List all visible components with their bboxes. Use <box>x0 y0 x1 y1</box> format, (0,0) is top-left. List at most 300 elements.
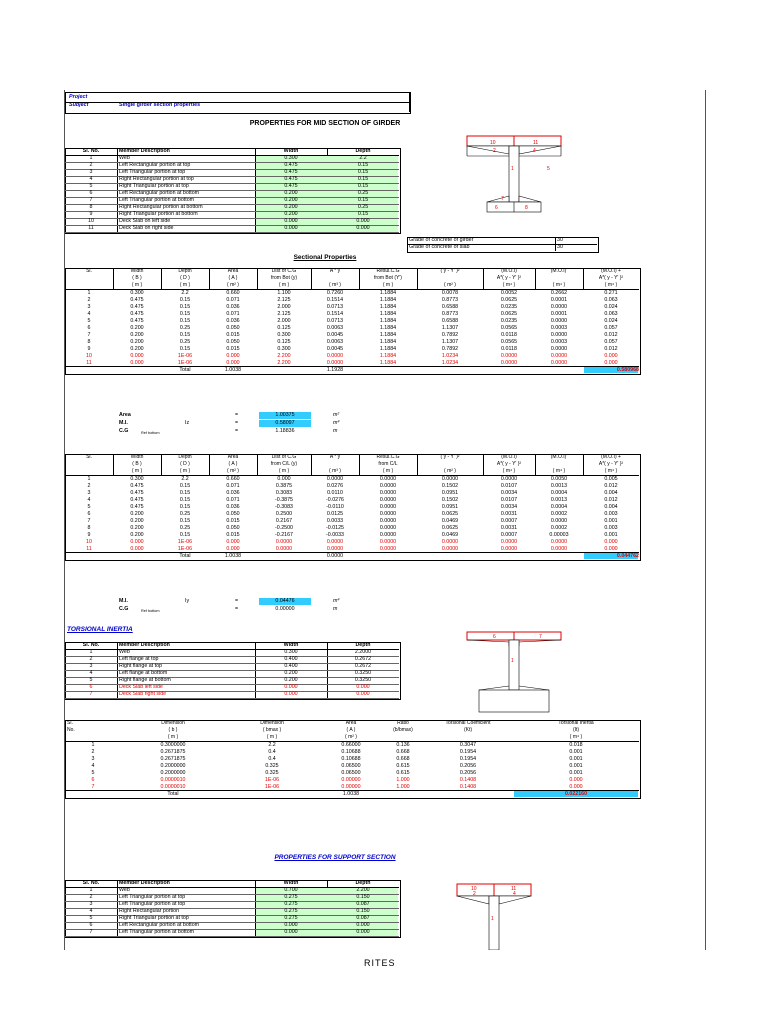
table-cell: 0.200 <box>130 339 144 345</box>
table-cell: 0.0125 <box>326 511 344 517</box>
column-header: Depth <box>178 454 192 460</box>
table-cell: 1.1884 <box>379 318 397 324</box>
table-cell: 0.0000 <box>326 539 344 545</box>
table-cell: 4 <box>87 311 91 317</box>
diagram-label-1: 1 <box>491 916 494 922</box>
table-cell: 0.0031 <box>500 511 518 517</box>
table-cell: 0.0045 <box>326 332 344 338</box>
table-cell: 0.000 <box>226 539 240 545</box>
table-cell: 1.100 <box>277 290 291 296</box>
column-header: ( m⁴ ) <box>502 468 516 474</box>
table-cell: 0.15 <box>179 518 191 524</box>
table-cell: 0.300 <box>284 155 298 161</box>
table-cell: 2.2 <box>181 290 189 296</box>
table-cell: Left Triangular portion at bottom <box>119 929 195 935</box>
table-cell: 0.2671875 <box>160 756 186 762</box>
table-cell: 0.7892 <box>441 346 459 352</box>
table-cell: 2 <box>89 162 93 168</box>
table-cell: 0.0625 <box>441 525 459 531</box>
table-cell: 0.0000 <box>379 539 397 545</box>
diagram-label-4: 4 <box>533 148 536 154</box>
table-cell: 0.0713 <box>326 304 344 310</box>
diagram-label-2: 2 <box>473 891 476 897</box>
grade-slab-label: Grade of concrete of slab <box>409 244 470 250</box>
table-cell: 0.0107 <box>500 483 518 489</box>
table-cell: 11 <box>86 546 92 552</box>
column-header: Torsional Inertia <box>558 720 594 726</box>
table-cell: 1.1884 <box>379 311 397 317</box>
table-cell: 0.0951 <box>441 504 459 510</box>
table-cell: 0.275 <box>284 908 298 914</box>
table-cell: 0.0000 <box>379 532 397 538</box>
table-cell: Right Triangular portion at top <box>119 183 189 189</box>
total-ay: 0.0000 <box>326 553 344 559</box>
column-header: ( m⁴ ) <box>552 282 566 288</box>
table-cell: 0.15 <box>179 346 191 352</box>
table-cell: 1.0234 <box>441 353 459 359</box>
table-cell: 0.015 <box>226 332 240 338</box>
table-cell: 0.15 <box>357 211 369 217</box>
table-cell: 0.001 <box>569 770 583 776</box>
diagram-label-4: 4 <box>513 891 516 897</box>
table-cell: 0.200 <box>130 511 144 517</box>
column-header: Resul.C.G <box>376 268 400 274</box>
table-cell: 0.000 <box>130 353 144 359</box>
column-header: ( y - Y' )² <box>440 268 460 274</box>
table-cell: 0.2672 <box>354 663 372 669</box>
table-cell: Deck Slab right side <box>119 691 167 697</box>
column-header: A*( y - Y' )² <box>598 275 624 281</box>
table-cell: 0.036 <box>226 318 240 324</box>
subject-label: Subject <box>69 102 89 108</box>
table-cell: 0.150 <box>356 894 370 900</box>
equals-sign: = <box>235 420 239 426</box>
table-cell: 0.0625 <box>441 511 459 517</box>
table-cell: 0.0034 <box>500 490 518 496</box>
table-cell: 8 <box>87 525 91 531</box>
table-cell: 0.06500 <box>341 770 361 776</box>
divider <box>65 698 399 699</box>
table-cell: 0.1408 <box>459 777 477 783</box>
table-cell: 1.1884 <box>379 325 397 331</box>
moment-inertia-label: M.I. <box>119 420 128 426</box>
table-cell: 5 <box>91 770 95 776</box>
table-cell: 0.475 <box>130 311 144 317</box>
table-cell: 0.000 <box>277 476 291 482</box>
column-header: Depth <box>355 148 371 154</box>
table-cell: 0.0004 <box>550 490 568 496</box>
table-cell: 0.2500 <box>275 511 293 517</box>
table-cell: 7 <box>87 332 91 338</box>
table-cell: 0.0000 <box>500 539 518 545</box>
moment-inertia-symbol: Iy <box>185 598 190 604</box>
table-cell: 0.3083 <box>275 490 293 496</box>
table-cell: 0.7892 <box>441 332 459 338</box>
table-cell: Deck Slab on right side <box>119 225 174 231</box>
torsional-inertia-title: TORSIONAL INERTIA <box>67 626 133 633</box>
torsional-members-table <box>65 642 372 706</box>
support-section-title: PROPERTIES FOR SUPPORT SECTION <box>274 854 396 861</box>
footer-text: RITES <box>364 958 396 968</box>
table-cell: 0.4 <box>268 749 276 755</box>
column-header: (It) <box>572 727 580 733</box>
table-cell: 5 <box>89 915 93 921</box>
table-cell: 11 <box>88 225 94 231</box>
table-cell: 0.0000 <box>550 518 568 524</box>
column-header: Sl. No. <box>82 880 100 886</box>
table-cell: 11 <box>86 360 92 366</box>
table-cell: 0.050 <box>226 325 240 331</box>
column-header: from C/L <box>378 461 398 467</box>
table-cell: 4 <box>89 670 93 676</box>
table-cell: 2.125 <box>277 311 291 317</box>
moment-inertia-symbol: Iz <box>185 420 190 426</box>
table-cell: 0.000 <box>284 691 298 697</box>
table-cell: 0.475 <box>130 304 144 310</box>
column-header: (Kt) <box>463 727 473 733</box>
table-cell: Left Triangular portion at bottom <box>119 197 195 203</box>
sectional-properties-title: Sectional Properties <box>293 254 357 261</box>
column-header: Dist of C.G <box>271 268 297 274</box>
table-cell: 0.057 <box>604 339 618 345</box>
table-cell: 0.615 <box>396 763 410 769</box>
column-header: ( m⁴ ) <box>604 468 618 474</box>
column-header: ( m ) <box>382 468 394 474</box>
table-cell: 0.25 <box>179 525 191 531</box>
table-cell: 0.005 <box>604 476 618 482</box>
table-cell: 0.0001 <box>550 297 568 303</box>
table-cell: 0.15 <box>357 162 369 168</box>
table-cell: 7 <box>89 197 93 203</box>
table-cell: 3 <box>89 663 93 669</box>
table-cell: 0.0000 <box>441 539 459 545</box>
table-cell: 0.325 <box>265 770 279 776</box>
header-box <box>65 92 411 114</box>
column-header: Resul.C.G <box>376 454 400 460</box>
table-cell: 0.024 <box>604 304 618 310</box>
table-cell: Right flange at bottom <box>119 677 171 683</box>
table-cell: 0.000 <box>356 225 370 231</box>
table-cell: 1E-06 <box>177 546 193 552</box>
table-cell: 0.0003 <box>550 339 568 345</box>
table-cell: Left Rectangular portion at top <box>119 162 191 168</box>
diagram-label-7: 7 <box>501 196 504 202</box>
column-header: ( m³ ) <box>329 468 341 474</box>
column-header: Sl. <box>86 268 92 274</box>
column-header: ( y - Y' )² <box>440 454 460 460</box>
table-cell: 2.000 <box>277 304 291 310</box>
table-cell: 0.150 <box>356 908 370 914</box>
subject-value: Single girder section properties <box>119 102 201 108</box>
table-cell: 1.000 <box>396 784 410 790</box>
column-header: ( m³ ) <box>329 282 341 288</box>
table-cell: 0.15 <box>179 297 191 303</box>
table-cell: 0.001 <box>604 518 618 524</box>
table-cell: 9 <box>87 532 91 538</box>
table-cell: 2 <box>87 483 91 489</box>
support-section-table <box>65 880 371 944</box>
column-header: ( b ) <box>168 727 178 733</box>
table-cell: 0.0000 <box>326 476 344 482</box>
table-cell: Right Triangular portion at top <box>119 915 189 921</box>
total-label: Total <box>167 791 179 797</box>
moment-inertia-value: 0.58097 <box>275 420 295 426</box>
diagram-label-11: 11 <box>533 140 539 146</box>
column-header: from Bot (y) <box>270 275 298 281</box>
table-cell: 0.0000 <box>550 332 568 338</box>
column-header: Member Description <box>119 642 170 648</box>
girder-section-diagram <box>465 132 565 222</box>
table-cell: 1 <box>87 290 91 296</box>
table-cell: Left Triangular portion at top <box>119 169 186 175</box>
cg-sub: Ref bottom <box>141 431 160 435</box>
table-cell: 0.200 <box>284 670 298 676</box>
table-cell: 0.200 <box>284 197 298 203</box>
table-cell: 0.0235 <box>500 318 518 324</box>
table-cell: Left Rectangular portion at bottom <box>119 922 200 928</box>
total-area: 1.0038 <box>342 791 360 797</box>
table-cell: 0.15 <box>179 311 191 317</box>
table-cell: 6 <box>87 511 91 517</box>
table-cell: 0.000 <box>356 929 370 935</box>
table-cell: 0.050 <box>226 525 240 531</box>
table-cell: -0.0125 <box>326 525 344 531</box>
column-header: ( m ) <box>179 468 191 474</box>
table-cell: 2.2000 <box>354 649 372 655</box>
table-cell: 0.000 <box>356 922 370 928</box>
column-header: ( m² ) <box>444 282 456 288</box>
table-cell: 0.0469 <box>441 532 459 538</box>
column-header: ( m⁴ ) <box>502 282 516 288</box>
table-cell: 0.000 <box>226 360 240 366</box>
table-cell: 5 <box>89 183 93 189</box>
mid-section-table <box>65 148 371 248</box>
total-moi: 0.580968 <box>616 367 639 373</box>
table-cell: 0.000 <box>356 218 370 224</box>
table-cell: 0.275 <box>284 915 298 921</box>
table-cell: 7 <box>91 784 95 790</box>
column-header: Member Description <box>119 148 170 154</box>
table-cell: 0.0000 <box>379 490 397 496</box>
iz-summary <box>65 412 705 442</box>
table-cell: 0.0625 <box>500 311 518 317</box>
column-header: from Bot (Y') <box>374 275 402 281</box>
column-header: Sl. <box>67 720 73 726</box>
diagram-label-1: 1 <box>511 166 514 172</box>
diagram-label-5: 5 <box>547 166 550 172</box>
table-cell: 4 <box>91 763 95 769</box>
column-header: ( bmax ) <box>262 727 282 733</box>
table-cell: 0.2056 <box>459 763 477 769</box>
table-cell: Left flange at top <box>119 656 159 662</box>
table-cell: 0.125 <box>277 339 291 345</box>
table-cell: 0.0034 <box>500 504 518 510</box>
table-cell: 0.15 <box>357 183 369 189</box>
column-header: ( m ) <box>278 468 290 474</box>
table-cell: 0.087 <box>356 901 370 907</box>
table-cell: 0.000 <box>604 353 618 359</box>
table-cell: 0.050 <box>226 339 240 345</box>
cg-value: 1.18836 <box>275 428 295 434</box>
table-cell: -0.2167 <box>275 532 293 538</box>
table-cell: 4 <box>89 908 93 914</box>
table-cell: Left flange at bottom <box>119 670 168 676</box>
table-cell: 1.0234 <box>441 360 459 366</box>
table-cell: 0.15 <box>179 490 191 496</box>
table-cell: 0.0003 <box>550 325 568 331</box>
table-cell: 0.7260 <box>326 290 344 296</box>
table-cell: 0.036 <box>226 490 240 496</box>
table-cell: -0.0110 <box>326 504 344 510</box>
table-cell: 1E-06 <box>264 784 280 790</box>
table-cell: 1E-06 <box>264 777 280 783</box>
table-cell: Web <box>119 155 130 161</box>
table-cell: Deck Slab left side <box>119 684 163 690</box>
table-cell: 0.25 <box>179 511 191 517</box>
table-cell: 0.012 <box>604 497 618 503</box>
table-cell: 1 <box>91 742 95 748</box>
table-cell: 0.0000 <box>441 546 459 552</box>
moment-inertia-unit: m⁴ <box>333 420 340 426</box>
table-cell: 0.000 <box>356 684 370 690</box>
torsional-section-diagram <box>465 628 565 720</box>
table-cell: 1.1884 <box>379 332 397 338</box>
table-cell: 0.4 <box>268 756 276 762</box>
project-label: Project <box>69 94 88 100</box>
table-cell: 0.000 <box>604 546 618 552</box>
total-torsional-inertia: 0.022160 <box>564 791 588 797</box>
table-cell: 0.036 <box>226 304 240 310</box>
table-cell: 0.015 <box>226 518 240 524</box>
table-cell: 0.8773 <box>441 311 459 317</box>
table-cell: 0.001 <box>569 756 583 762</box>
table-cell: 1 <box>87 476 91 482</box>
column-header: Dimension <box>260 720 284 726</box>
column-header: Depth <box>355 880 371 886</box>
table-cell: 0.2000000 <box>160 770 186 776</box>
table-cell: 0.0625 <box>500 297 518 303</box>
column-header: (M.O.I) + <box>601 268 621 274</box>
table-cell: 1.1884 <box>379 304 397 310</box>
table-cell: -0.0033 <box>326 532 344 538</box>
table-cell: 0.475 <box>130 483 144 489</box>
table-cell: 0.0000 <box>500 546 518 552</box>
table-cell: 0.004 <box>604 490 618 496</box>
table-cell: 0.0045 <box>326 346 344 352</box>
cg-label: C.G <box>119 606 129 612</box>
column-header: Sl. No. <box>82 642 100 648</box>
table-cell: 9 <box>89 211 93 217</box>
table-cell: 0.25 <box>179 325 191 331</box>
table-cell: 0.25 <box>357 190 369 196</box>
column-header: ( m ) <box>179 282 191 288</box>
table-cell: 1 <box>89 887 93 893</box>
table-cell: 0.15 <box>179 304 191 310</box>
column-header: ( A ) <box>228 461 238 467</box>
total-label: Total <box>179 553 191 559</box>
table-cell: 0.0000 <box>379 497 397 503</box>
table-cell: 0.15 <box>179 532 191 538</box>
table-cell: 0.0000 <box>379 525 397 531</box>
table-cell: 0.200 <box>130 346 144 352</box>
table-cell: 0.0001 <box>550 311 568 317</box>
table-cell: 0.071 <box>226 297 240 303</box>
table-cell: 4 <box>87 497 91 503</box>
table-cell: 0.0000 <box>550 346 568 352</box>
table-cell: 0.0000 <box>379 483 397 489</box>
total-area: 1.0038 <box>224 367 242 373</box>
column-header: Width <box>130 454 144 460</box>
table-cell: 0.10688 <box>341 756 361 762</box>
table-cell: 3 <box>89 901 93 907</box>
table-cell: 0.0000 <box>326 360 344 366</box>
equals-sign: = <box>235 428 239 434</box>
table-cell: 0.0000 <box>500 353 518 359</box>
column-header: ( D ) <box>180 461 190 467</box>
table-cell: 2 <box>89 894 93 900</box>
column-header: ( m ) <box>131 468 143 474</box>
table-cell: 0.200 <box>284 677 298 683</box>
table-cell: 0.400 <box>284 663 298 669</box>
table-cell: 0.0013 <box>550 483 568 489</box>
table-cell: 0.15 <box>357 169 369 175</box>
column-header: ( m² ) <box>444 468 456 474</box>
column-header: Depth <box>355 642 371 648</box>
table-cell: 0.012 <box>604 346 618 352</box>
table-cell: 0.668 <box>396 756 410 762</box>
column-header: Torsional Coefficient <box>445 720 491 726</box>
grade-girder-label: Grade of concrete of girder <box>409 237 474 243</box>
equals-sign: = <box>235 606 239 612</box>
table-cell: Deck Slab on left side <box>119 218 171 224</box>
table-cell: 0.0000 <box>326 353 344 359</box>
table-cell: 2.2 <box>268 742 276 748</box>
column-header: (M.O.I) <box>501 268 517 274</box>
table-cell: Left Triangular portion at top <box>119 901 186 907</box>
column-header: ( B ) <box>132 275 142 281</box>
column-header: ( m ) <box>382 282 394 288</box>
table-cell: 2 <box>91 749 95 755</box>
table-cell: 0.0050 <box>550 476 568 482</box>
table-cell: 0.000 <box>284 684 298 690</box>
column-header: ( A ) <box>228 275 238 281</box>
table-cell: 0.2672 <box>354 656 372 662</box>
column-header: (M.O.I) + <box>601 454 621 460</box>
table-cell: 1 <box>89 649 93 655</box>
table-cell: 0.200 <box>284 204 298 210</box>
table-cell: 6 <box>89 190 93 196</box>
table-cell: 0.15 <box>179 332 191 338</box>
table-cell: 0.0000 <box>275 539 293 545</box>
table-cell: 0.0118 <box>501 346 517 352</box>
table-cell: 1.1307 <box>441 325 459 331</box>
table-cell: 0.3047 <box>459 742 477 748</box>
table-cell: 0.0033 <box>326 518 344 524</box>
table-cell: 3 <box>87 490 91 496</box>
diagram-label-6: 6 <box>495 205 498 211</box>
table-cell: 0.000 <box>284 225 298 231</box>
total-label: Total <box>179 367 191 373</box>
table-cell: 0.0000010 <box>160 784 186 790</box>
table-cell: 0.3250 <box>354 677 372 683</box>
total-moi: 0.044762 <box>616 553 639 559</box>
table-cell: 0.200 <box>284 211 298 217</box>
table-cell: 1.1884 <box>379 297 397 303</box>
table-cell: Left Rectangular portion at bottom <box>119 190 200 196</box>
table-cell: 0.0000 <box>441 476 459 482</box>
table-cell: 0.475 <box>130 490 144 496</box>
column-header: A*( y - Y' )² <box>598 461 624 467</box>
